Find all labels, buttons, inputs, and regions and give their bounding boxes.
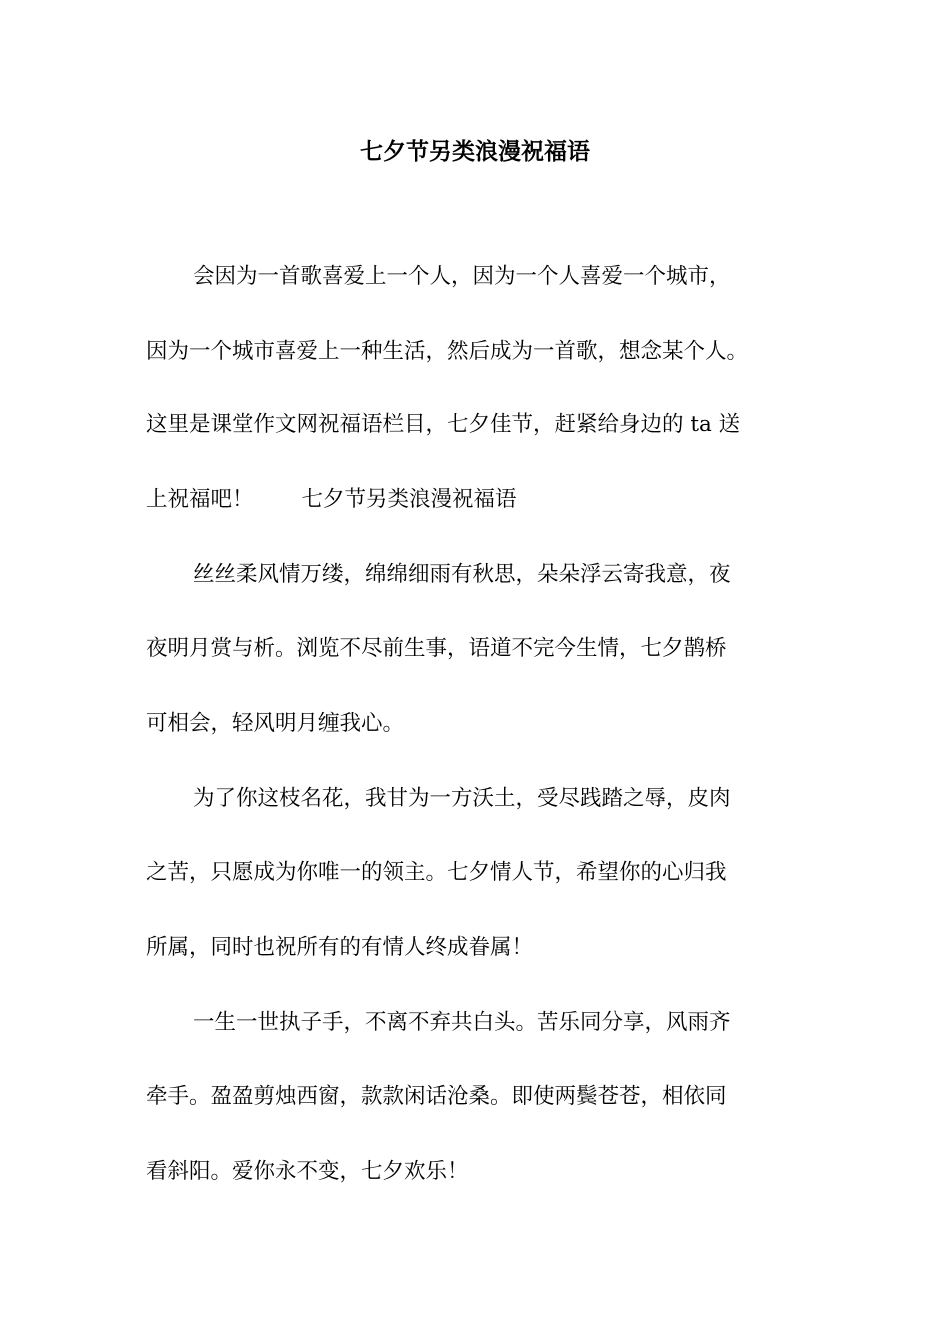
paragraph-2-line-1: 丝丝柔风情万缕，绵绵细雨有秋思，朵朵浮云寄我意，夜: [193, 562, 731, 587]
paragraph-2-line-2: 夜明月赏与析。浏览不尽前生事，语道不完今生情，七夕鹊桥: [146, 636, 727, 661]
paragraph-3-line-1: 为了你这枝名花，我甘为一方沃土，受尽践踏之辱，皮肉: [193, 786, 731, 811]
paragraph-1-line-4-text: 上祝福吧！: [146, 487, 254, 512]
paragraph-4-line-2: 牵手。盈盈剪烛西窗，款款闲话沧桑。即使两鬓苍苍，相依同: [146, 1084, 727, 1109]
section-heading-inline: 七夕节另类浪漫祝福语: [301, 487, 517, 512]
paragraph-1-line-1: 会因为一首歌喜爱上一个人，因为一个人喜爱一个城市，: [193, 264, 731, 289]
paragraph-3-line-2: 之苦，只愿成为你唯一的领主。七夕情人节，希望你的心归我: [146, 860, 727, 885]
paragraph-1-line-2: 因为一个城市喜爱上一种生活，然后成为一首歌，想念某个人。: [146, 339, 749, 364]
paragraph-3-line-3: 所属，同时也祝所有的有情人终成眷属！: [146, 935, 534, 960]
paragraph-1-line-3: 这里是课堂作文网祝福语栏目，七夕佳节，赶紧给身边的 ta 送: [146, 412, 741, 437]
paragraph-2-line-3: 可相会，轻风明月缠我心。: [146, 711, 405, 736]
paragraph-4-line-3: 看斜阳。爱你永不变，七夕欢乐！: [146, 1159, 469, 1184]
paragraph-1-line-4: [146, 480, 826, 520]
paragraph-4-line-1: 一生一世执子手，不离不弃共白头。苦乐同分享，风雨齐: [193, 1010, 731, 1035]
document-title: 七夕节另类浪漫祝福语: [360, 139, 590, 165]
